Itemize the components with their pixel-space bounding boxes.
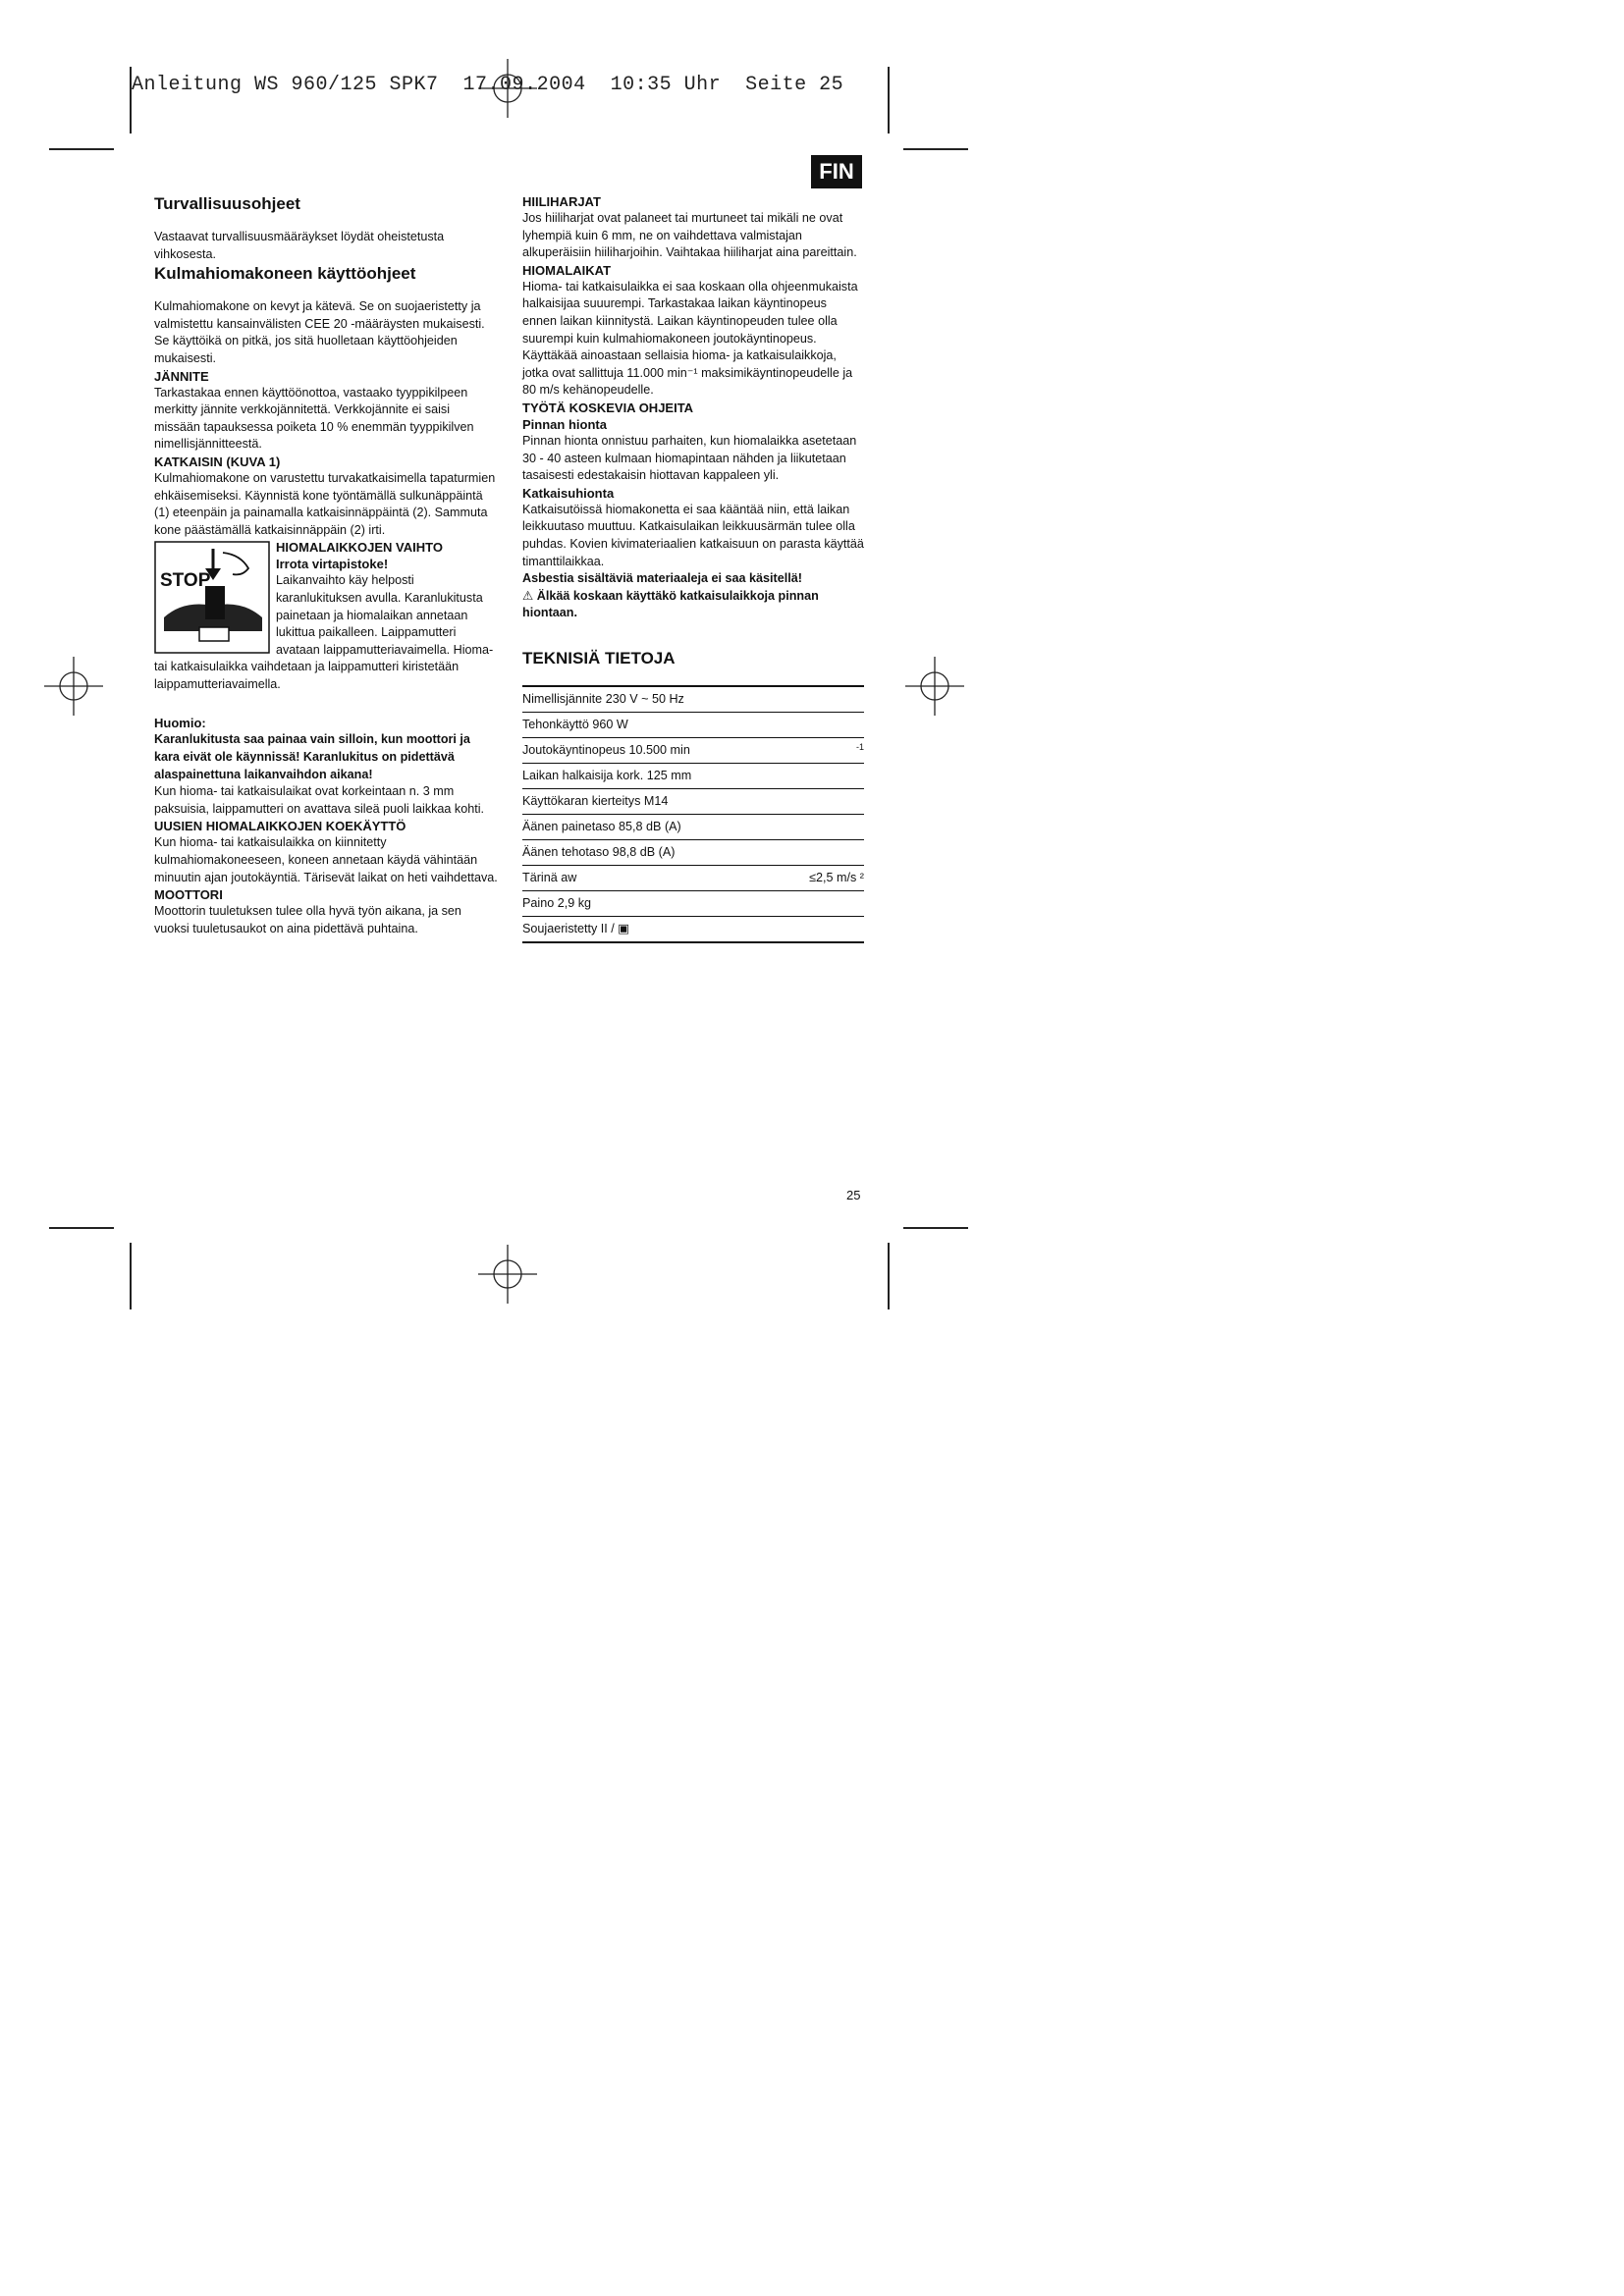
note-bold: Karanlukitusta saa painaa vain silloin, kun moottori ja kara eivät ole käynnissä! Karanlukitus on pidettävä alaspainettuna laikanvaihdon aikana!	[154, 732, 470, 781]
tech-title: TEKNISIÄ TIETOJA	[522, 648, 676, 667]
right-column	[522, 193, 864, 943]
registration-mark-right	[905, 657, 964, 716]
stop-illustration	[154, 541, 270, 654]
voltage-title: JÄNNITE	[154, 368, 209, 384]
test-text: Kun hioma- tai katkaisulaikka on kiinnitetty kulmahiomakoneeseen, koneen annetaan käydä vähintään minuutin ajan joutokäyntiä. Tärisevät laikat on heti vaihdettava.	[154, 835, 498, 884]
cut-title: Katkaisuhionta	[522, 485, 615, 501]
discs-text: Hioma- tai katkaisulaikka ei saa koskaan olla ohjeenmukaista halkaisijaa suuurempi. Tarkastakaa laikan käyntinopeus ennen laikan kiinnitystä. Laikan käyntinopeuden tulee olla suurempi kuin kulmahiomakoneen joutokäyntinopeus.	[522, 279, 858, 346]
spec-row: Äänen tehotaso 98,8 dB (A)	[522, 840, 864, 866]
surface-text: Pinnan hionta onnistuu parhaiten, kun hiomalaikka asetetaan 30 - 40 asteen kulmaan hiomapintaan nähden ja liikutetaan tasaisesti edestakaisin hiottavan kappaleen yli.	[522, 433, 857, 483]
surface-title: Pinnan hionta	[522, 416, 607, 432]
registration-mark-left	[44, 657, 103, 716]
spec-row: Nimellisjännite 230 V ~ 50 Hz	[522, 687, 864, 713]
registration-mark-bottom	[478, 1245, 537, 1304]
note-text: Kun hioma- tai katkaisulaikat ovat korkeintaan n. 3 mm paksuisia, laippamutteri on avattava sileä puoli laikkaa kohti.	[154, 784, 485, 816]
change-text: Laikanvaihto käy helposti karanlukituksen avulla. Karanlukitusta painetaan ja hiomalaikan annetaan lukittua paikalleen. Laippamutteri avataan laippamutteriavaimella. Hioma- tai katkaisulaikka vaihdetaan ja laippamutteri kiristetään laippamutteriavaimella.	[154, 573, 494, 691]
left-column	[154, 193, 498, 937]
asbestos-warning: Asbestia sisältäviä materiaaleja ei saa käsitellä!	[522, 571, 802, 586]
stop-label: STOP	[160, 570, 211, 592]
voltage-text: Tarkastakaa ennen käyttöönottoa, vastaako tyyppikilpeen merkitty jännite verkkojännitettä. Verkkojännite ei saisi missään tapauksessa poiketa 10 % enemmän tyyppikilven nimellisjännitteestä.	[154, 385, 474, 452]
usage-title: Kulmahiomakoneen käyttöohjeet	[154, 264, 416, 284]
cut-text: Katkaisutöissä hiomakonetta ei saa kääntää niin, että laikan leikkuutaso muuttuu. Katkaisulaikan leikkuusärmän tulee olla puhdas. Kovien kivimateriaalien katkaisuun on parasta käyttää timanttilaikkaa.	[522, 502, 864, 568]
spec-row: Tehonkäyttö 960 W	[522, 713, 864, 738]
page-number: 25	[846, 1188, 861, 1202]
spec-table	[522, 685, 864, 943]
spec-row: Äänen painetaso 85,8 dB (A)	[522, 815, 864, 840]
note-title: Huomio:	[154, 716, 206, 731]
spec-row: Tärinä aw ≤2,5 m/s ²	[522, 866, 864, 891]
change-title: HIOMALAIKKOJEN VAIHTO	[276, 540, 443, 556]
discs-text-2: Käyttäkää ainoastaan sellaisia hioma- ja katkaisulaikkoja, jotka ovat sallittuja 11.000 min⁻¹ maksimikäyntinopeudelle ja 80 m/s kehänopeudelle.	[522, 348, 853, 398]
spec-row: Joutokäyntinopeus 10.500 min -1	[522, 738, 864, 764]
work-title: TYÖTÄ KOSKEVIA OHJEITA	[522, 400, 694, 415]
safety-text: Vastaavat turvallisuusmääräykset löydät oheistetusta vihkosesta.	[154, 230, 445, 261]
switch-text: Kulmahiomakone on varustettu turvakatkaisimella tapaturmien ehkäisemiseksi. Käynnistä kone työntämällä sulkunäppäintä (1) eteenpäin ja painamalla katkaisinnäppäintä (2). Sammuta kone päästämällä katkaisinnäppäin (2) irti.	[154, 470, 496, 537]
language-badge: FIN	[811, 155, 862, 188]
motor-title: MOOTTORI	[154, 887, 223, 903]
brush-text: Jos hiiliharjat ovat palaneet tai murtuneet tai mikäli ne ovat lyhempiä kuin 6 mm, ne on vaihdettava valmistajan alkuperäisiin hiiliharjoihin. Vaihtakaa hiiliharjat aina pareittain.	[522, 211, 857, 260]
spec-row: Soujaeristetty II / ▣	[522, 917, 864, 943]
usage-text: Kulmahiomakone on kevyt ja kätevä. Se on suojaeristetty ja valmistettu kansainvälisten CEE 20 -määräysten mukaisesti. Se käyttöikä on pitkä, jos sitä huolletaan käyttöohjeiden mukaisesti.	[154, 299, 485, 365]
registration-mark-top	[478, 59, 537, 118]
switch-title: KATKAISIN (KUVA 1)	[154, 454, 281, 469]
safety-title: Turvallisuusohjeet	[154, 194, 300, 213]
cutting-disc-warning: ⚠ Älkää koskaan käyttäkö katkaisulaikkoja pinnan hiontaan.	[522, 588, 819, 620]
spec-row: Paino 2,9 kg	[522, 891, 864, 917]
spec-row: Laikan halkaisija kork. 125 mm	[522, 764, 864, 789]
brush-title: HIILIHARJAT	[522, 194, 601, 209]
spec-row: Käyttökaran kierteitys M14	[522, 789, 864, 815]
change-subtitle: Irrota virtapistoke!	[276, 557, 389, 572]
discs-title: HIOMALAIKAT	[522, 262, 612, 278]
test-title: UUSIEN HIOMALAIKKOJEN KOEKÄYTTÖ	[154, 819, 406, 834]
motor-text: Moottorin tuuletuksen tulee olla hyvä työn aikana, ja sen vuoksi tuuletusaukot on aina pidettävä puhtaina.	[154, 904, 461, 935]
print-slug: Anleitung WS 960/125 SPK7 17.09.2004 10:35 Uhr Seite 25	[132, 74, 844, 96]
disc-change-section	[154, 539, 498, 693]
